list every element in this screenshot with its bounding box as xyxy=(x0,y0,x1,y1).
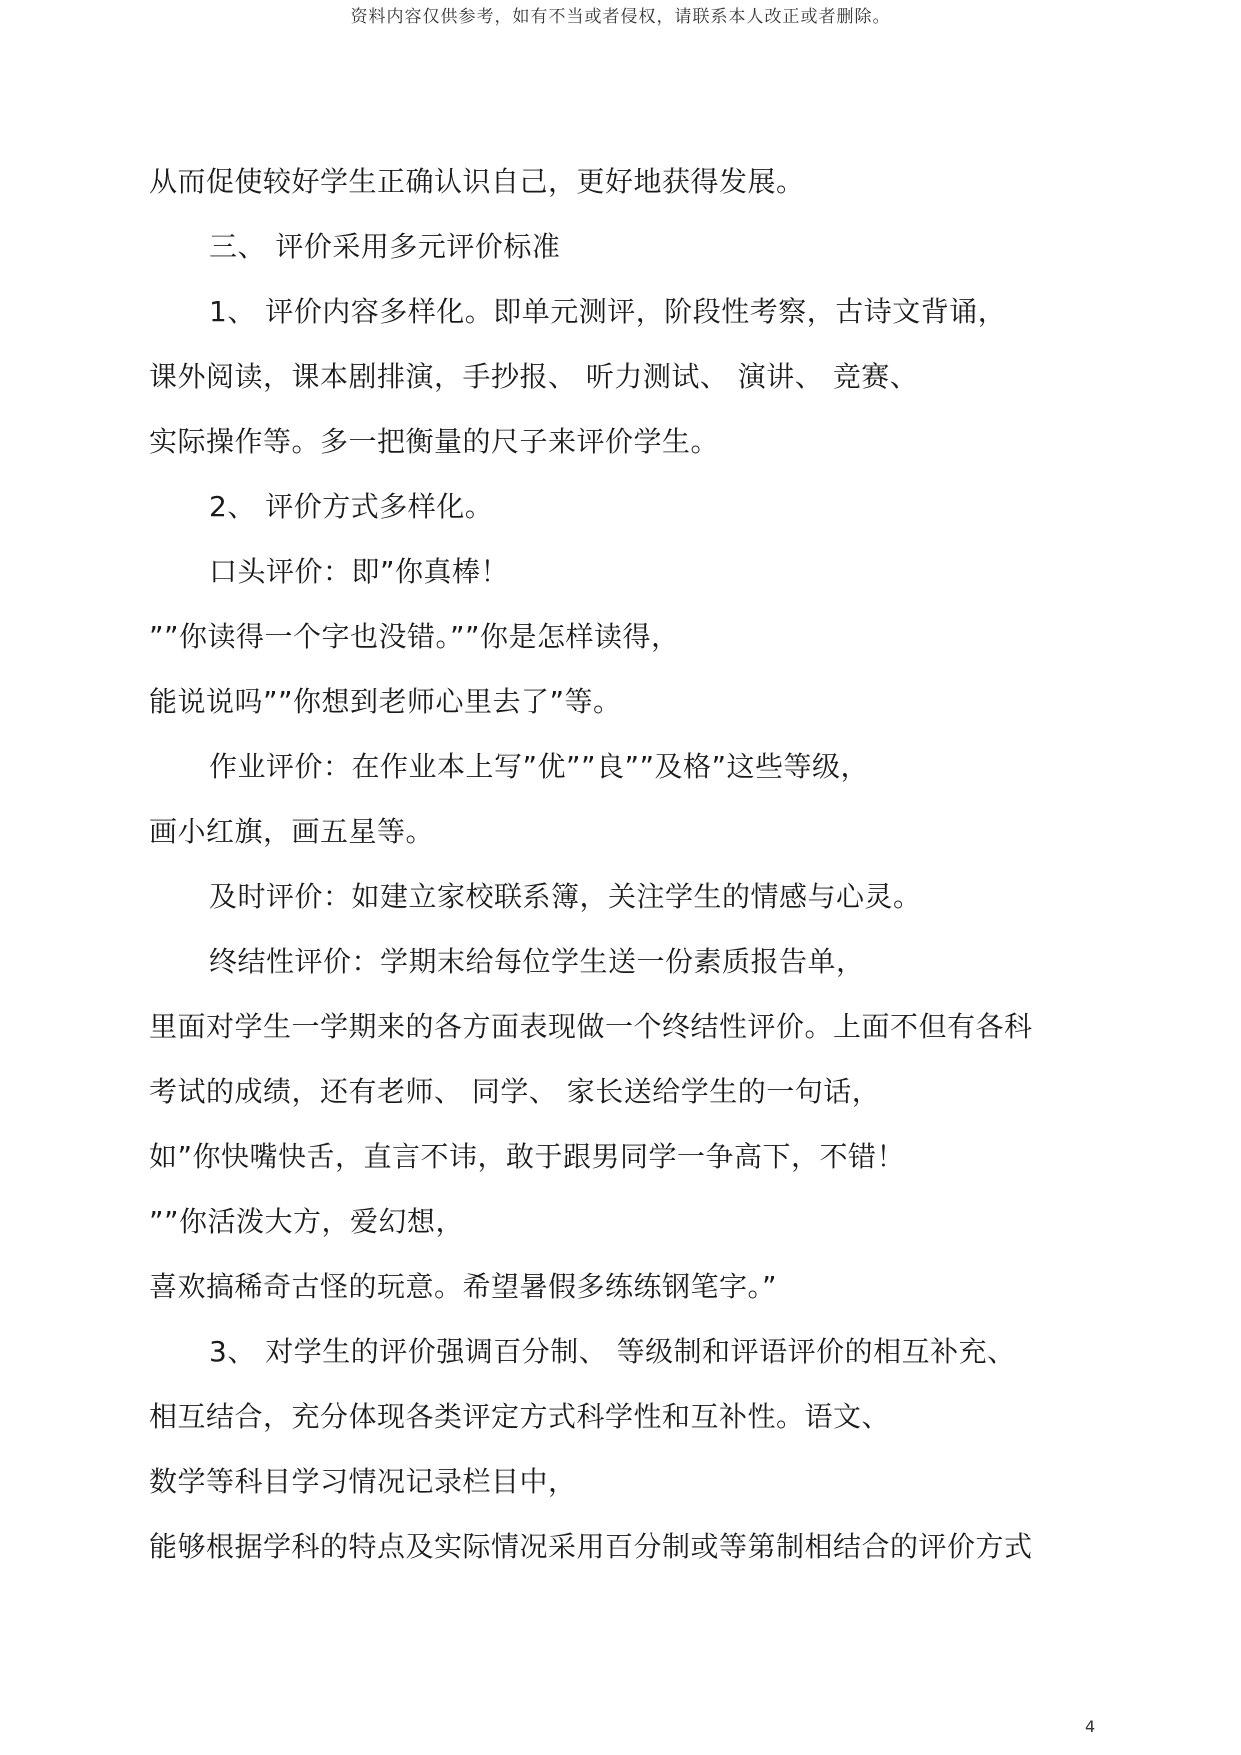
paragraph-line: 数学等科目学习情况记录栏目中， xyxy=(149,1465,577,1498)
section-heading: 三、 评价采用多元评价标准 xyxy=(209,230,561,263)
paragraph-line: 课外阅读，课本剧排演，手抄报、 听力测试、 演讲、 竞赛、 xyxy=(149,360,919,393)
paragraph-line: 口头评价：即”你真棒！ xyxy=(209,555,510,588)
paragraph-line: 3、 对学生的评价强调百分制、 等级制和评语评价的相互补充、 xyxy=(209,1335,1016,1368)
paragraph-line: 能够根据学科的特点及实际情况采用百分制或等第制相结合的评价方式 xyxy=(149,1530,1033,1563)
paragraph-line: 能说说吗””你想到老师心里去了”等。 xyxy=(149,685,622,718)
paragraph-line: 如”你快嘴快舌，直言不讳，敢于跟男同学一争高下，不错！ xyxy=(149,1140,906,1173)
paragraph-line: 终结性评价：学期末给每位学生送一份素质报告单， xyxy=(209,945,865,978)
paragraph-line: ””你活泼大方，爱幻想， xyxy=(149,1205,465,1238)
paragraph-line: 画小红旗，画五星等。 xyxy=(149,815,435,848)
page-number: 4 xyxy=(1085,1717,1096,1736)
paragraph-line: 2、 评价方式多样化。 xyxy=(209,490,494,523)
disclaimer-header: 资料内容仅供参考，如有不当或者侵权，请联系本人改正或者删除。 xyxy=(350,7,891,27)
paragraph-line: 考试的成绩，还有老师、 同学、 家长送给学生的一句话， xyxy=(149,1075,881,1108)
paragraph-line: ””你读得一个字也没错。””你是怎样读得， xyxy=(149,620,680,653)
paragraph-line: 相互结合，充分体现各类评定方式科学性和互补性。语文、 xyxy=(149,1400,891,1433)
paragraph-line: 实际操作等。多一把衡量的尺子来评价学生。 xyxy=(149,425,720,458)
paragraph-line: 作业评价：在作业本上写”优””良””及格”这些等级， xyxy=(209,750,870,783)
paragraph-line: 从而促使较好学生正确认识自己，更好地获得发展。 xyxy=(149,165,805,198)
paragraph-line: 1、 评价内容多样化。即单元测评，阶段性考察，古诗文背诵， xyxy=(209,295,1007,328)
paragraph-line: 喜欢搞稀奇古怪的玩意。希望暑假多练练钢笔字。” xyxy=(149,1270,778,1303)
paragraph-line: 里面对学生一学期来的各方面表现做一个终结性评价。上面不但有各科 xyxy=(149,1010,1033,1043)
paragraph-line: 及时评价：如建立家校联系簿，关注学生的情感与心灵。 xyxy=(209,880,922,913)
